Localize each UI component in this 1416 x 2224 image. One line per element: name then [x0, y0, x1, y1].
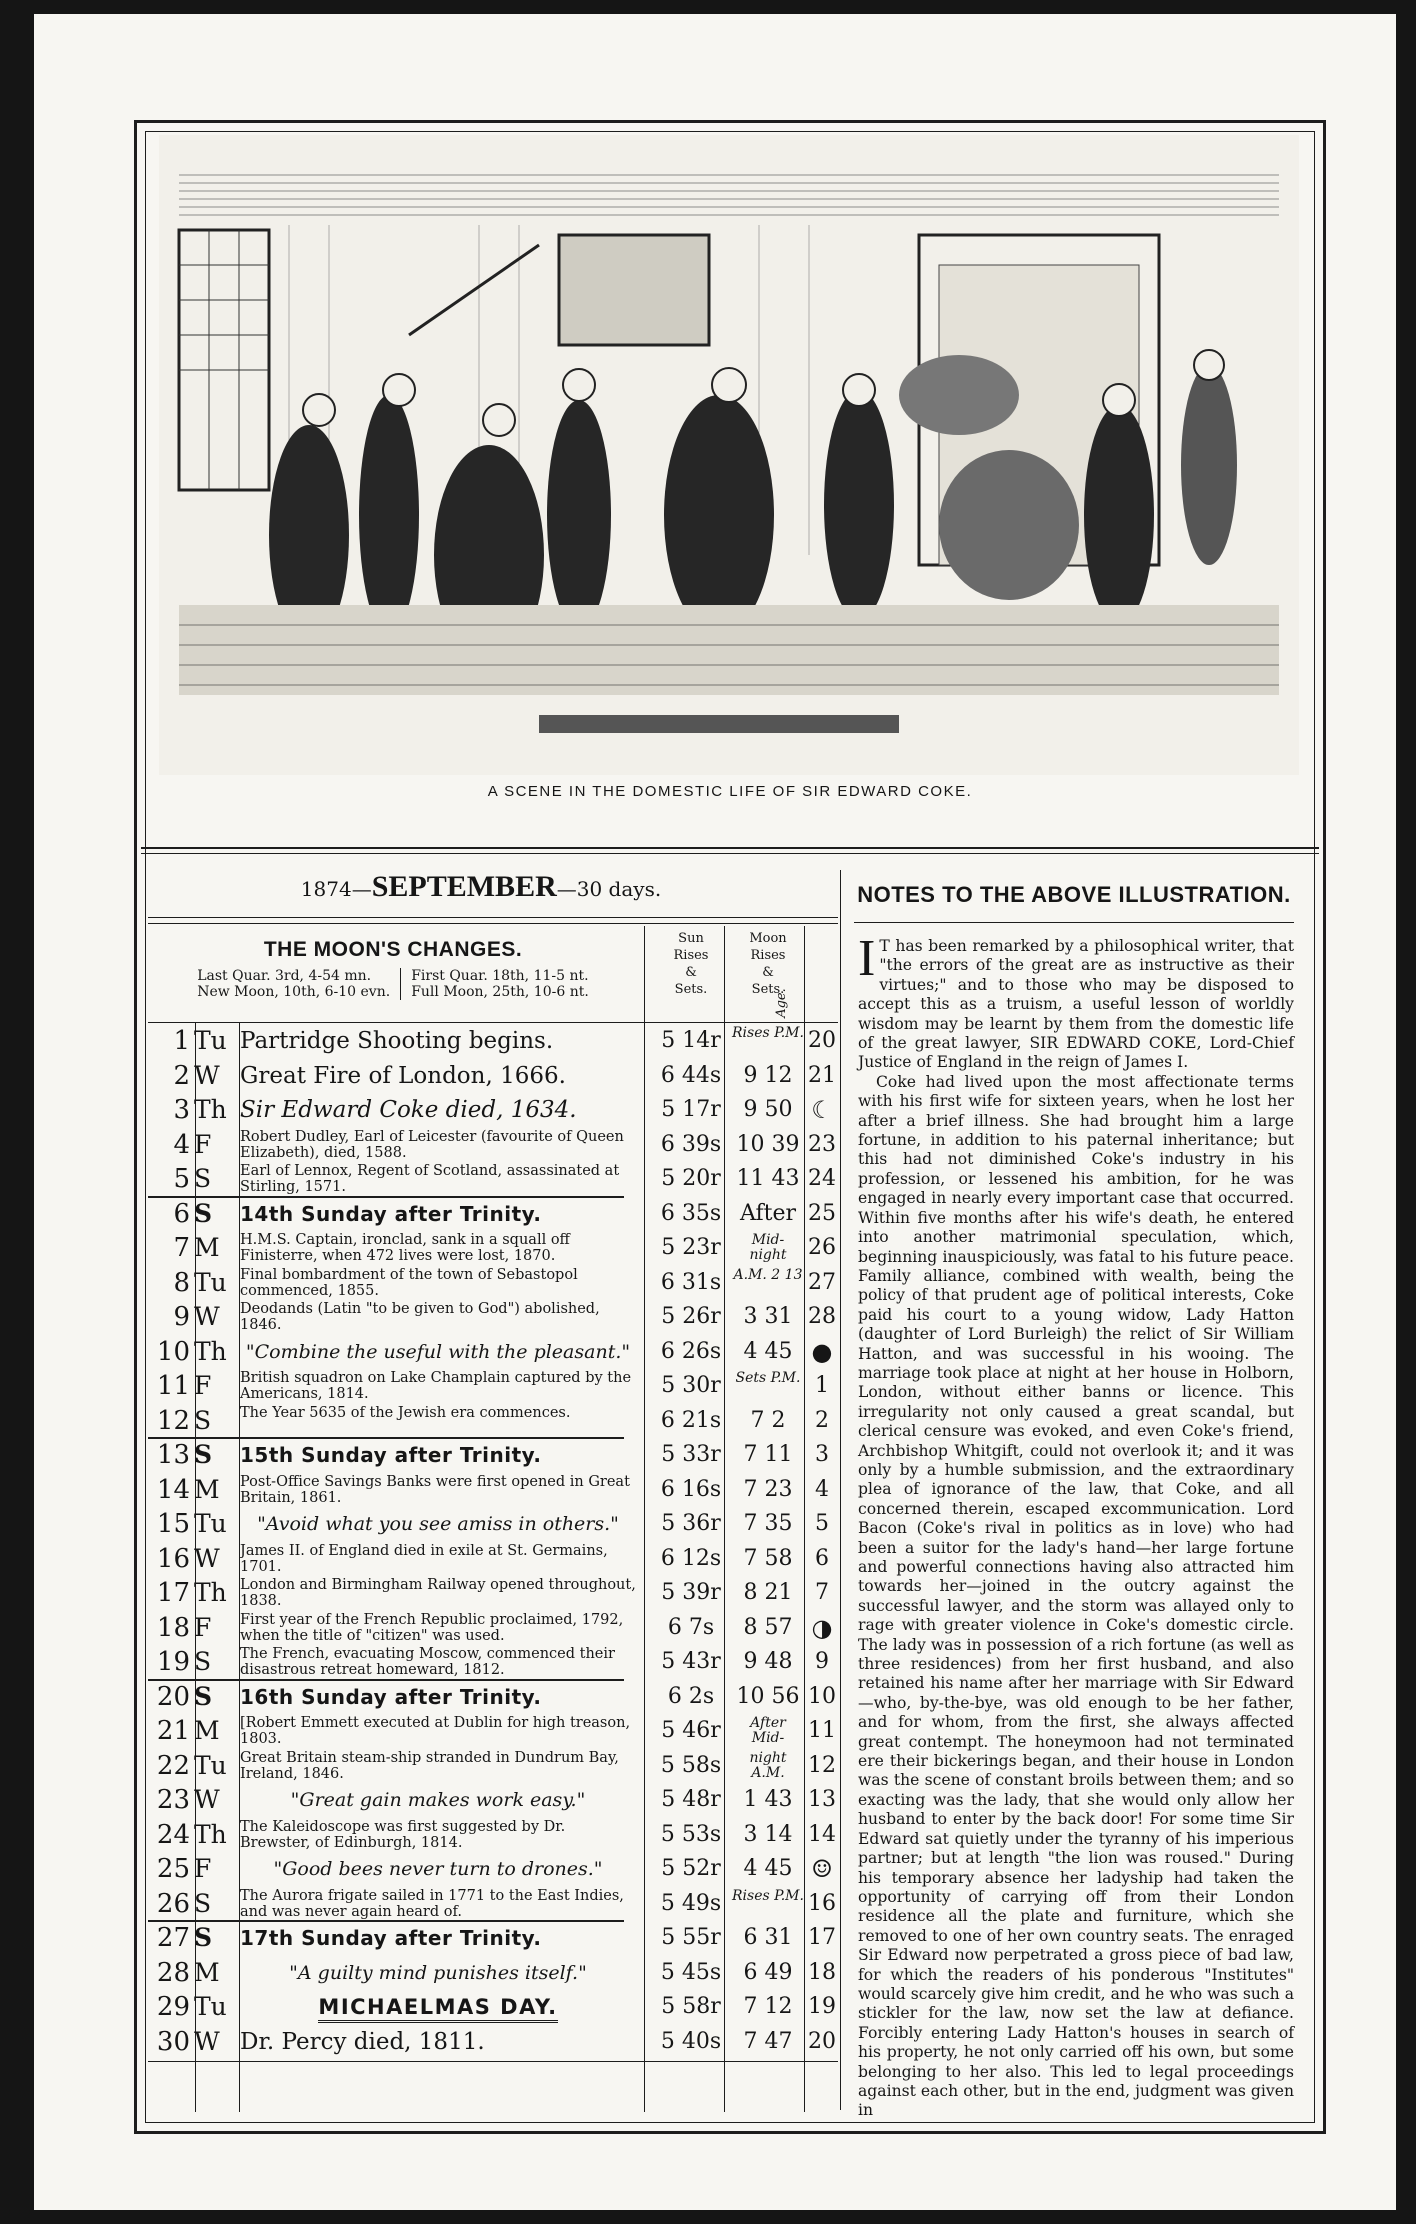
row-event: Partridge Shooting begins.	[240, 1028, 554, 1054]
row-date: 4	[173, 1129, 190, 1160]
moon-new-moon: New Moon, 10th, 6-10 evn.	[197, 984, 391, 1000]
row-event: Sir Edward Coke died, 1634.	[240, 1097, 577, 1123]
row-sun-time: 6 16s	[660, 1476, 722, 1502]
row-event: 15th Sunday after Trinity.	[240, 1443, 542, 1467]
row-moon-age: 21	[808, 1062, 836, 1088]
row-moon-age: 14	[808, 1821, 836, 1847]
calendar-row	[148, 1024, 838, 1058]
row-moon-time: 7 47	[743, 2028, 793, 2054]
row-moon-age: 25	[808, 1200, 836, 1226]
row-sun-time: 6 7s	[667, 1614, 715, 1640]
row-moon-age: 3	[815, 1442, 829, 1467]
sun-header-3: &	[685, 965, 697, 980]
row-sun-time: 5 14r	[661, 1028, 721, 1053]
row-event: The Aurora frigate sailed in 1771 to the East Indies, and was never again heard of.	[240, 1887, 624, 1920]
row-moon-time: After	[739, 1200, 797, 1226]
row-day-of-week: F	[194, 1854, 212, 1883]
row-moon-age: 23	[808, 1131, 836, 1157]
moon-changes-title: THE MOON'S CHANGES.	[263, 938, 523, 961]
row-moon-time: 8 57	[743, 1614, 793, 1640]
notes-title: NOTES TO THE ABOVE ILLUSTRATION.	[854, 870, 1294, 923]
row-day-of-week: Th	[194, 1095, 227, 1124]
row-moon-time: 8 21	[743, 1580, 793, 1605]
row-moon-age: 18	[808, 1959, 836, 1985]
calendar-row	[148, 1404, 838, 1438]
row-moon-time: 11 43	[736, 1166, 800, 1191]
row-sun-time: 5 58r	[661, 1994, 721, 2019]
row-sun-time: 6 31s	[660, 1269, 722, 1295]
calendar-row	[148, 1093, 838, 1127]
row-date: 16	[156, 1543, 190, 1574]
row-sun-time: 5 52r	[661, 1856, 721, 1881]
row-event: Robert Dudley, Earl of Leicester (favourite of Queen Elizabeth), died, 1588.	[240, 1128, 624, 1161]
row-date: 21	[156, 1716, 190, 1746]
sun-header-4: Sets.	[674, 982, 708, 997]
moon-header-1: Moon	[749, 931, 787, 946]
row-day-of-week: Tu	[194, 1509, 227, 1538]
calendar-row	[148, 1783, 838, 1817]
row-event: "Combine the useful with the pleasant."	[245, 1340, 631, 1363]
row-moon-age: 17	[808, 1925, 836, 1950]
row-date: 19	[156, 1647, 190, 1677]
row-event: The Kaleidoscope was first suggested by Dr. Brewster, of Edinburgh, 1814.	[240, 1818, 566, 1851]
row-sun-time: 5 55r	[661, 1925, 721, 1950]
sun-header-2: Rises	[673, 948, 709, 963]
row-event: First year of the French Republic proclaimed, 1792, when the title of "citizen" was used.	[240, 1611, 624, 1644]
calendar-row	[148, 1611, 838, 1645]
week-separator	[148, 1437, 624, 1439]
row-moon-age: 27	[808, 1269, 836, 1295]
calendar-row	[148, 1369, 838, 1403]
moon-last-quarter: Last Quar. 3rd, 4-54 mn.	[197, 968, 372, 984]
row-moon-age: 16	[808, 1890, 836, 1916]
row-event: 17th Sunday after Trinity.	[240, 1926, 542, 1950]
row-day-of-week: Th	[194, 1336, 227, 1366]
row-moon-time: 4 45	[743, 1338, 793, 1364]
row-sun-time: 5 39r	[661, 1580, 721, 1605]
row-sun-time: 5 33r	[661, 1442, 721, 1467]
row-date: 26	[156, 1888, 190, 1919]
row-day-of-week: Tu	[194, 1026, 227, 1055]
row-sun-time: 5 48r	[661, 1787, 721, 1812]
row-date: 23	[156, 1785, 190, 1815]
row-sun-time: 5 23r	[661, 1235, 721, 1260]
row-date: 30	[156, 2026, 190, 2057]
row-moon-age: 13	[808, 1787, 836, 1812]
moon-phase-icon: ☺	[811, 1855, 833, 1883]
row-moon-age: 6	[815, 1545, 829, 1571]
row-sun-time: 6 21s	[660, 1407, 722, 1433]
calendar-row	[148, 1542, 838, 1576]
row-day-of-week: F	[194, 1129, 212, 1159]
row-day-of-week: Tu	[194, 1992, 227, 2021]
row-day-of-week: W	[194, 1302, 220, 1331]
row-day-of-week: M	[194, 1716, 220, 1745]
row-date: 20	[156, 1681, 190, 1712]
row-date: 3	[173, 1095, 190, 1125]
row-day-of-week: Tu	[194, 1267, 227, 1297]
calendar-row	[148, 2025, 838, 2059]
row-event: Great Britain steam-ship stranded in Dundrum Bay, Ireland, 1846.	[240, 1749, 619, 1782]
table-top-rule	[148, 1022, 838, 1023]
row-sun-time: 6 2s	[667, 1683, 715, 1709]
row-date: 18	[156, 1612, 190, 1643]
row-moon-age: 9	[815, 1649, 829, 1674]
row-day-of-week: W	[194, 2026, 220, 2056]
row-moon-time: A.M. 2 13	[733, 1266, 803, 1283]
row-day-of-week: S	[194, 1405, 212, 1435]
row-event-text: MICHAELMAS DAY.	[318, 1995, 557, 2023]
row-day-of-week: Th	[194, 1578, 227, 1607]
row-event: The Year 5635 of the Jewish era commences.	[240, 1404, 571, 1421]
row-moon-time: Sets P.M.	[735, 1370, 801, 1386]
row-event: "Good bees never turn to drones."	[273, 1858, 603, 1880]
calendar-row	[148, 1231, 838, 1265]
row-moon-age: 11	[808, 1718, 836, 1743]
moon-phase-icon: ☾	[811, 1096, 833, 1124]
row-moon-age: 19	[808, 1994, 836, 2019]
row-day-of-week: S	[194, 1440, 213, 1469]
row-moon-time: Rises P.M.	[732, 1025, 804, 1041]
row-day-of-week: S	[194, 1647, 212, 1676]
row-moon-time: 9 48	[743, 1649, 793, 1674]
table-bottom-rule	[148, 2061, 838, 2062]
calendar-row	[148, 1680, 838, 1714]
notes-paragraph-2: Coke had lived upon the most affectionate terms with his first wife for sixteen years, when he lost her after a brief illness. She had brought him a large fortune, in addition to his paternal inheritance; but this had not diminished Coke's industry in his profession, or lessened his ambition, for he was engaged in nearly every important case that occurred. Within five months after his wife's death, he entered into another matrimonial speculation, which, beginning inauspiciously, was fatal to his future peace. Family alliance, combined with wealth, being the policy of that prudent age of political interests, Coke paid his court to a young widow, Lady Hatton (daughter of Lord Burleigh) the relict of Sir William Hatton, and was successful in his wooing. The marriage took place at night at her house in Holborn, London, without either banns or licence. This irregularity not only caused a great scandal, but clerical censure was evoked, and even Coke's friend, Archbishop Whitgift, could not overlook it; and it was only by a humble submission, and the extraordinary plea of ignorance of the law, that Coke, and all concerned therein, escaped excommunication. Lord Bacon (Coke's rival in politics as in love) who had been a suitor for the lady's hand—her large fortune and powerful connections having also attracted him towards her—joined in the outcry against the successful lawyer, and the storm was allayed only to rage with greater violence in Coke's domestic circle. The lady was in possession of a rich fortune (as well as three residences) from her first husband, and also retained his name after her marriage with Sir Edward—who, by-the-bye, was old enough to be her father, and for whom, from the first, she always affected great contempt. The honeymoon had not terminated ere their bickerings began, and their house in London was the scene of constant broils between them; and so exacting was the lady, that she would only allow her husband to enter by the back door! For some time Sir Edward sat quietly under the tyranny of his imperious partner; but at length "the lion was roused." During his temporary absence her ladyship had taken the opportunity of carrying off from their London residence all the plate and furniture, which she removed to one of her own country seats. The enraged Sir Edward now perpetrated a gross piece of bad law, for which the readers of his ponderous "Institutes" would scarcely give him credit, and he who was such a stickler for the law, now set the law at defiance. Forcibly entering Lady Hatton's houses in search of his property, he not only carried off his own, but some belonging to her also. This led to legal proceedings against each other, but in the end, judgment was given in	[858, 1072, 1294, 2120]
row-event: 16th Sunday after Trinity.	[240, 1684, 542, 1709]
calendar-row	[148, 1197, 838, 1231]
engraving-illustration	[159, 135, 1299, 809]
row-date: 25	[156, 1854, 190, 1884]
notes-paragraph-1-text: T has been remarked by a philosophical writer, that "the errors of the great are as instructive as their virtues;" and to those who may be disposed to accept this as a truism, a useful lesson of worldly wisdom may be learnt by them from the domestic life of the great lawyer, SIR EDWARD COKE, Lord-Chief Justice of England in the reign of James I.	[858, 937, 1294, 1072]
row-moon-age: 20	[808, 1028, 836, 1053]
calendar-row	[148, 1266, 838, 1300]
calendar-row	[148, 1335, 838, 1369]
row-date: 14	[156, 1474, 190, 1505]
notes-section	[848, 870, 1300, 2121]
calendar-row	[148, 1818, 838, 1852]
sun-column-header	[652, 930, 730, 1028]
row-event: Earl of Lennox, Regent of Scotland, assassinated at Stirling, 1571.	[240, 1163, 620, 1195]
row-moon-time: 9 50	[743, 1097, 793, 1122]
calendar-row	[148, 1990, 838, 2024]
row-day-of-week: M	[194, 1233, 220, 1262]
header-rule	[148, 917, 838, 918]
row-date: 6	[173, 1198, 190, 1229]
calendar-row	[148, 1852, 838, 1886]
row-event: The French, evacuating Moscow, commenced their disastrous retreat homeward, 1812.	[240, 1646, 615, 1678]
calendar-row	[148, 1921, 838, 1955]
section-divider-thin	[141, 853, 1319, 854]
row-day-of-week: M	[194, 1957, 220, 1987]
row-day-of-week: W	[194, 1543, 220, 1573]
row-event: Post-Office Savings Banks were first opened in Great Britain, 1861.	[240, 1473, 630, 1506]
row-moon-time: Mid- night	[749, 1232, 787, 1263]
row-event: British squadron on Lake Champlain captured by the Americans, 1814.	[240, 1370, 632, 1402]
row-day-of-week: Th	[194, 1819, 227, 1849]
row-sun-time: 5 26r	[661, 1304, 721, 1329]
header-rule-thin	[148, 923, 838, 924]
row-event: Deodands (Latin "to be given to God") abolished, 1846.	[240, 1301, 600, 1333]
row-date: 5	[173, 1164, 190, 1194]
month-header	[148, 870, 814, 930]
row-moon-time: 3 14	[743, 1821, 793, 1847]
row-event: Great Fire of London, 1666.	[240, 1062, 566, 1089]
row-moon-time: 7 58	[743, 1545, 793, 1571]
notes-paragraph-1	[858, 930, 1294, 1073]
week-separator	[148, 1196, 624, 1198]
row-sun-time: 6 26s	[660, 1338, 722, 1364]
row-moon-time: 10 39	[736, 1131, 800, 1157]
row-date: 9	[173, 1302, 190, 1332]
row-sun-time: 5 43r	[661, 1649, 721, 1674]
row-moon-age: 28	[808, 1304, 836, 1329]
row-moon-age: 20	[808, 2028, 836, 2054]
row-moon-age: 1	[815, 1373, 829, 1398]
row-event: "A guilty mind punishes itself."	[289, 1961, 587, 1984]
row-date: 1	[173, 1026, 190, 1056]
row-event: "Great gain makes work easy."	[290, 1789, 586, 1811]
moon-phase-icon: ◑	[811, 1613, 833, 1642]
row-sun-time: 6 12s	[660, 1545, 722, 1571]
calendar-row	[148, 1714, 838, 1748]
week-separator	[148, 1920, 624, 1922]
row-moon-time: 3 31	[743, 1304, 793, 1329]
row-moon-time: night A.M.	[749, 1749, 787, 1781]
moon-first-quarter: First Quar. 18th, 11-5 nt.	[411, 968, 589, 984]
row-date: 22	[156, 1750, 190, 1781]
row-moon-time: Rises P.M.	[732, 1887, 804, 1904]
row-date: 15	[156, 1509, 190, 1539]
moon-full-moon: Full Moon, 25th, 10-6 nt.	[411, 984, 589, 1000]
row-sun-time: 5 17r	[661, 1097, 721, 1122]
calendar-row	[148, 1300, 838, 1334]
row-date: 11	[156, 1371, 190, 1401]
row-moon-time: 7 23	[743, 1476, 793, 1502]
row-date: 29	[156, 1992, 190, 2022]
row-date: 7	[173, 1233, 190, 1263]
row-moon-age: 12	[808, 1752, 836, 1778]
row-moon-age: 10	[808, 1683, 836, 1709]
row-date: 2	[173, 1060, 190, 1091]
header-month: SEPTEMBER	[371, 870, 557, 903]
calendar-row	[148, 1956, 838, 1990]
row-day-of-week: S	[194, 1164, 212, 1193]
row-event: "Avoid what you see amiss in others."	[257, 1513, 619, 1535]
week-separator	[148, 1679, 624, 1681]
row-event: Dr. Percy died, 1811.	[240, 2028, 485, 2055]
row-moon-age: 4	[815, 1476, 829, 1502]
row-sun-time: 5 53s	[660, 1821, 722, 1847]
row-sun-time: 5 58s	[660, 1752, 722, 1778]
row-date: 27	[156, 1923, 190, 1953]
calendar-row	[148, 1507, 838, 1541]
row-sun-time: 6 44s	[660, 1062, 722, 1088]
row-day-of-week: S	[194, 1681, 213, 1711]
row-sun-time: 5 30r	[661, 1373, 721, 1398]
row-sun-time: 5 49s	[660, 1890, 722, 1916]
row-moon-time: 7 11	[743, 1442, 793, 1467]
calendar-row	[148, 1749, 838, 1783]
calendar-row	[148, 1059, 838, 1093]
row-sun-time: 5 46r	[661, 1718, 721, 1743]
column-separator	[840, 870, 841, 2110]
row-day-of-week: W	[194, 1785, 220, 1814]
row-event: Final bombardment of the town of Sebastopol commenced, 1855.	[240, 1266, 578, 1299]
row-moon-age: 5	[815, 1511, 829, 1536]
row-moon-age: 26	[808, 1235, 836, 1260]
section-divider	[141, 847, 1319, 849]
row-event	[240, 1990, 636, 2024]
notes-text	[848, 930, 1300, 2121]
row-day-of-week: S	[194, 1923, 213, 1952]
row-day-of-week: W	[194, 1060, 220, 1090]
sun-header-1: Sun	[678, 931, 704, 946]
row-sun-time: 5 36r	[661, 1511, 721, 1536]
header-year: 1874—	[300, 877, 372, 901]
row-date: 28	[156, 1957, 190, 1988]
row-day-of-week: M	[194, 1474, 220, 1504]
row-day-of-week: F	[194, 1371, 212, 1400]
row-event: 14th Sunday after Trinity.	[240, 1201, 542, 1226]
calendar-row	[148, 1162, 838, 1196]
calendar-row	[148, 1473, 838, 1507]
illustration-caption: A SCENE IN THE DOMESTIC LIFE OF SIR EDWARD COKE.	[487, 783, 973, 800]
row-moon-time: 4 45	[743, 1856, 793, 1881]
row-moon-age: 2	[815, 1407, 829, 1433]
row-date: 10	[156, 1336, 190, 1367]
row-moon-time: 10 56	[736, 1683, 800, 1709]
calendar-row	[148, 1645, 838, 1679]
row-day-of-week: S	[194, 1888, 212, 1918]
row-moon-time: 6 49	[743, 1959, 793, 1985]
moon-phase-icon: ●	[811, 1337, 833, 1366]
calendar-row	[148, 1128, 838, 1162]
row-sun-time: 5 45s	[660, 1959, 722, 1985]
row-moon-time: 7 35	[743, 1511, 793, 1536]
calendar-row	[148, 1887, 838, 1921]
moon-header-2: Rises	[750, 948, 786, 963]
row-date: 12	[156, 1405, 190, 1436]
row-moon-age: 7	[815, 1580, 829, 1605]
moon-header-3: &	[762, 965, 774, 980]
row-sun-time: 5 40s	[660, 2028, 722, 2054]
engraving-svg	[159, 135, 1299, 809]
row-event: [Robert Emmett executed at Dublin for high treason, 1803.	[240, 1715, 631, 1747]
almanac-page	[34, 14, 1396, 2210]
row-date: 13	[156, 1440, 190, 1470]
row-date: 24	[156, 1819, 190, 1850]
row-sun-time: 5 20r	[661, 1166, 721, 1191]
row-event: H.M.S. Captain, ironclad, sank in a squall off Finisterre, when 472 lives were lost, 1870.	[240, 1232, 570, 1264]
row-sun-time: 6 39s	[660, 1131, 722, 1157]
row-event: London and Birmingham Railway opened throughout, 1838.	[240, 1577, 636, 1609]
header-days: —30 days.	[556, 877, 662, 901]
row-moon-time: After Mid-	[750, 1715, 786, 1746]
row-moon-time: 7 2	[750, 1407, 786, 1433]
moon-header-4: Sets.	[751, 982, 785, 997]
row-moon-age: 24	[808, 1166, 836, 1191]
calendar-row	[148, 1576, 838, 1610]
row-day-of-week: Tu	[194, 1750, 227, 1780]
row-day-of-week: F	[194, 1612, 212, 1642]
row-moon-time: 6 31	[743, 1925, 793, 1950]
row-date: 17	[156, 1578, 190, 1608]
row-day-of-week: S	[194, 1198, 213, 1228]
row-date: 8	[173, 1267, 190, 1298]
calendar-row	[148, 1438, 838, 1472]
row-event: James II. of England died in exile at St. Germains, 1701.	[240, 1542, 608, 1575]
drop-cap: I	[858, 930, 876, 987]
age-column-header: Age.	[774, 988, 789, 1018]
row-moon-time: 1 43	[743, 1787, 793, 1812]
row-moon-time: 9 12	[743, 1062, 793, 1088]
row-sun-time: 6 35s	[660, 1200, 722, 1226]
moon-changes	[148, 926, 638, 1024]
row-moon-time: 7 12	[743, 1994, 793, 2019]
